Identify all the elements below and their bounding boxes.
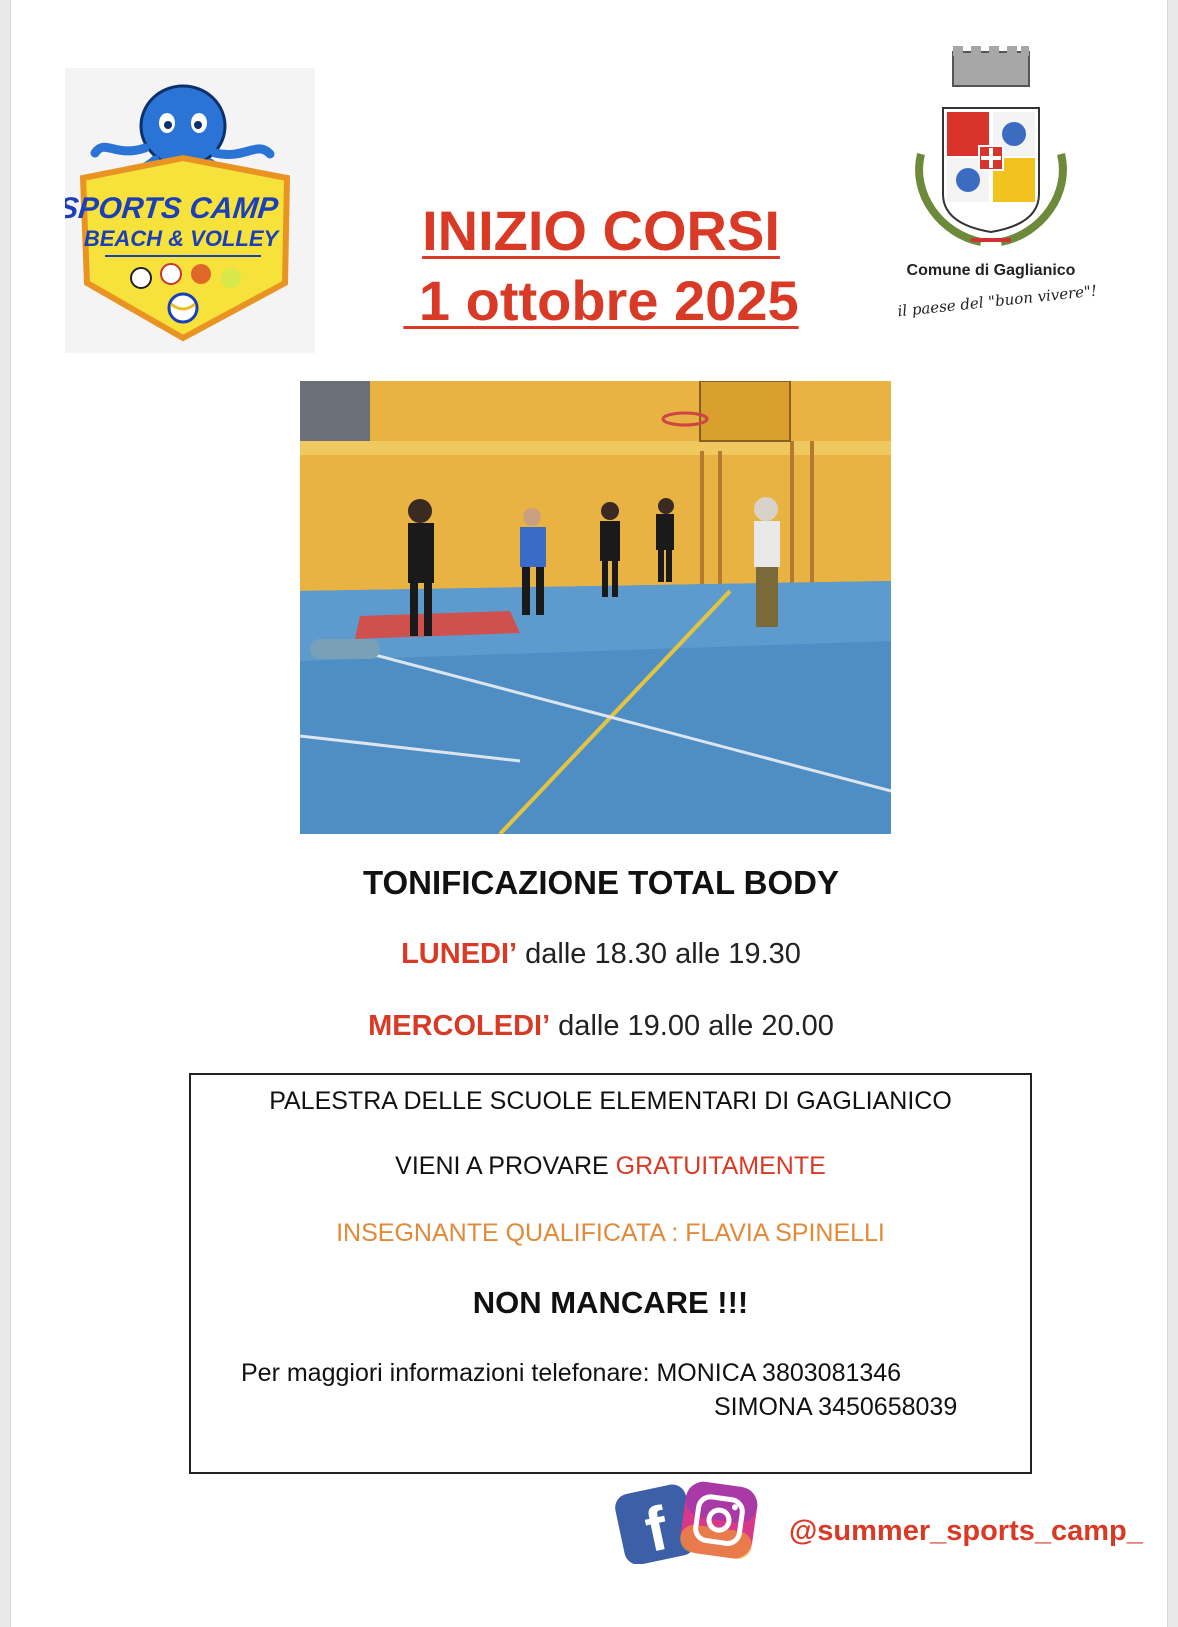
comune-name: Comune di Gaglianico: [906, 262, 1076, 279]
teacher-text: INSEGNANTE QUALIFICATA : FLAVIA SPINELLI: [336, 1219, 885, 1247]
coat-of-arms-icon: [881, 44, 1101, 254]
social-handle: @summer_sports_camp_: [789, 1515, 1143, 1547]
free-trial-text: [191, 1152, 1030, 1181]
title-line1: INIZIO CORSI: [422, 199, 780, 262]
contact-line-2: SIMONA 3450658039: [714, 1393, 958, 1421]
contact-line-1: Per maggiori informazioni telefonare: MONICA 3803081346: [241, 1359, 902, 1387]
course-name: TONIFICAZIONE TOTAL BODY: [362, 864, 840, 901]
day-label: MERCOLEDI’: [368, 1010, 551, 1042]
comune-logo: [881, 44, 1111, 334]
gym-photo-icon: [300, 381, 891, 834]
main-title: [311, 196, 891, 336]
svg-text:f: f: [639, 1494, 674, 1564]
flyer-page: [10, 0, 1168, 1627]
logo-line2: BEACH & VOLLEY: [83, 226, 279, 251]
free-trial-prefix: VIENI A PROVARE: [395, 1152, 616, 1180]
location-text: PALESTRA DELLE SCUOLE ELEMENTARI DI GAGLIANICO: [269, 1087, 952, 1115]
logo-line1: SPORTS CAMP: [65, 192, 280, 225]
sports-camp-logo: [65, 68, 315, 353]
free-trial-accent: GRATUITAMENTE: [615, 1152, 826, 1180]
octopus-icon: [65, 68, 315, 353]
day-label: LUNEDI’: [401, 938, 518, 970]
day-hours: dalle 18.30 alle 19.30: [517, 938, 801, 970]
day-hours: dalle 19.00 alle 20.00: [550, 1010, 834, 1042]
gym-class-photo: [300, 381, 891, 834]
schedule-monday: [211, 938, 991, 971]
social-icons: [613, 1478, 763, 1564]
comune-motto: il paese del "buon vivere"!: [896, 281, 1098, 321]
schedule-wednesday: [211, 1010, 991, 1043]
title-date: 1 ottobre 2025: [403, 269, 799, 332]
cta-text: NON MANCARE !!!: [472, 1285, 749, 1320]
instagram-icon: [678, 1479, 759, 1560]
info-box: [189, 1073, 1032, 1474]
